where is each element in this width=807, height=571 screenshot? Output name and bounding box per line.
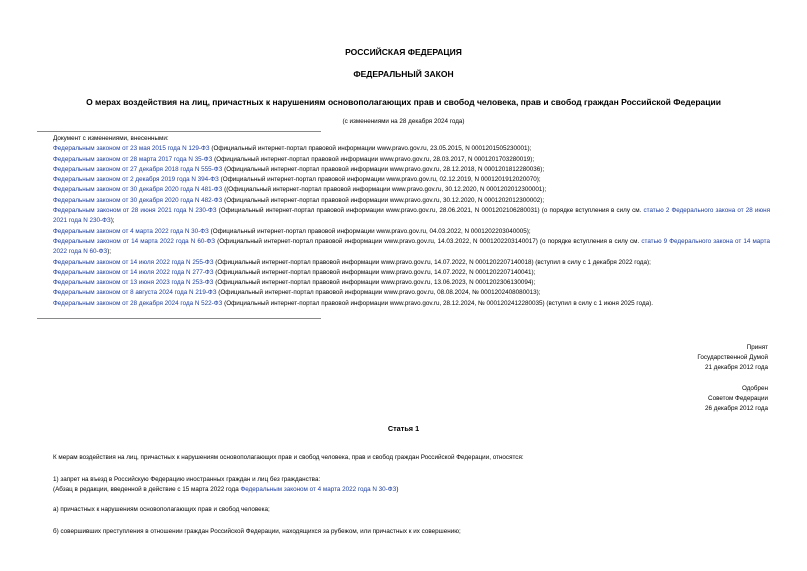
amendment-item (37, 237, 770, 258)
amendment-item (37, 144, 770, 154)
amendment-item (37, 185, 770, 195)
amendment-item (37, 258, 770, 268)
amendment-law-link[interactable]: Федеральным законом от 14 июля 2022 года N 277-ФЗ (53, 268, 214, 276)
amendment-law-link[interactable]: Федеральным законом от 4 марта 2022 года N 30-ФЗ (53, 227, 209, 235)
amendment-item (37, 278, 770, 288)
amendment-law-link[interactable]: Федеральным законом от 27 декабря 2018 года N 555-ФЗ (53, 165, 223, 173)
amendment-item (37, 196, 770, 206)
country-heading: РОССИЙСКАЯ ФЕДЕРАЦИЯ (345, 47, 462, 57)
amendment-item (37, 227, 770, 237)
note-law-link[interactable]: Федеральным законом от 4 марта 2022 года N 30-ФЗ (240, 486, 397, 494)
amendment-source: (Официальный интернет-портал правовой информации www.pravo.gov.ru, 23.05.2015, N 0001201505230001); (209, 145, 532, 153)
article-intro: К мерам воздействия на лиц, причастных к нарушениям основополагающих прав и свобод человека, прав и свобод граждан Российской Федерации, относятся: (53, 454, 524, 461)
article-heading: Статья 1 (387, 424, 420, 433)
note-suffix: ) (396, 486, 399, 494)
amendment-item (37, 299, 770, 309)
approved-label: Одобрен (741, 385, 768, 392)
amendment-source: (Официальный интернет-портал правовой информации www.pravo.gov.ru, 28.03.2017, N 0001201703280019); (212, 155, 535, 163)
amendment-item (37, 155, 770, 165)
amendment-source: (Официальный интернет-портал правовой информации www.pravo.gov.ru, 28.12.2018, N 0001201812280036); (222, 165, 545, 173)
amendment-tail: ); (107, 248, 112, 256)
doc-type-heading: ФЕДЕРАЛЬНЫЙ ЗАКОН (353, 69, 454, 79)
amendment-law-link[interactable]: Федеральным законом от 30 декабря 2020 года N 482-ФЗ (53, 196, 223, 204)
amendment-law-link[interactable]: Федеральным законом от 28 марта 2017 года N 35-ФЗ (53, 155, 213, 163)
amendment-source: (Официальный интернет-портал правовой информации www.pravo.gov.ru, 28.12.2024, № 0001202412280035) (вступил в силу с 1 июня 2025 года). (222, 299, 653, 307)
bottom-divider (37, 318, 321, 319)
amendment-source: (Официальный интернет-портал правовой информации www.pravo.gov.ru, 04.03.2022, N 0001202203040005); (208, 227, 531, 235)
amendment-law-link[interactable]: Федеральным законом от 13 июня 2023 года N 253-ФЗ (53, 279, 214, 287)
top-divider (37, 131, 321, 132)
approved-by: Советом Федерации (708, 395, 768, 403)
approved-date: 26 декабря 2012 года (705, 405, 768, 413)
changes-note: (с изменениями на 28 декабря 2024 года) (342, 118, 465, 125)
amendment-law-link[interactable]: Федеральным законом от 2 декабря 2019 года N 394-ФЗ (53, 176, 219, 184)
amendment-item (37, 175, 770, 185)
article-point-a: а) причастных к нарушениям основополагающих прав и свобод человека; (53, 506, 270, 513)
amendment-source: (Официальный интернет-портал правовой информации www.pravo.gov.ru, 30.12.2020, N 0001202012300002); (222, 196, 545, 204)
entry-into-force-link[interactable]: статью 9 Федерального закона от 14 марта 2022 года N 60-ФЗ (53, 237, 770, 256)
approval-info (705, 384, 768, 415)
amendment-law-link[interactable]: Федеральным законом от 14 июля 2022 года N 255-ФЗ (53, 258, 214, 266)
adoption-info (697, 343, 768, 374)
amendment-source: (Официальный интернет-портал правовой информации www.pravo.gov.ru, 14.03.2022, N 0001202203140017) (о порядке вступления в силу см. (215, 237, 642, 245)
amendment-source: ((Официальный интернет-портал правовой информации www.pravo.gov.ru, 30.12.2020, N 0001202012300001); (222, 186, 547, 194)
adopted-by: Государственной Думой (697, 354, 768, 362)
adopted-date: 21 декабря 2012 года (705, 364, 768, 372)
article-point-1 (53, 475, 770, 496)
amendment-tail: ); (110, 217, 115, 225)
amendment-law-link[interactable]: Федеральным законом от 23 мая 2015 года N 129-ФЗ (53, 145, 210, 153)
amendment-source: (Официальный интернет-портал правовой информации www.pravo.gov.ru, 13.06.2023, N 0001202306130094); (213, 279, 536, 287)
amendments-block (37, 134, 770, 309)
amendment-source: (Официальный интернет-портал правовой информации www.pravo.gov.ru, 14.07.2022, N 0001202207140018) (вступил в силу с 1 декабря 2022 года); (213, 258, 651, 266)
entry-into-force-link[interactable]: статью 2 Федерального закона от 28 июня 2021 года N 230-ФЗ (53, 207, 770, 225)
point-1-text: 1) запрет на въезд в Российскую Федерацию иностранных граждан и лиц без гражданства: (53, 476, 321, 483)
law-title: О мерах воздействия на лиц, причастных к нарушениям основополагающих прав и свобод человека, прав и свобод граждан Российской Федерации (86, 97, 721, 107)
amendment-item (37, 288, 770, 298)
adopted-label: Принят (746, 344, 768, 351)
amendment-law-link[interactable]: Федеральным законом от 30 декабря 2020 года N 481-ФЗ (53, 186, 223, 194)
amendments-list (37, 144, 770, 309)
amendment-law-link[interactable]: Федеральным законом от 28 декабря 2024 года N 522-ФЗ (53, 299, 223, 307)
note-prefix: (Абзац в редакции, введенной в действие с 15 марта 2022 года (53, 486, 241, 494)
amendment-source: (Официальный интернет-портал правовой информации www.pravo.gov.ru, 02.12.2019, N 0001201912020070); (218, 176, 541, 184)
amendment-source: (Официальный интернет-портал правовой информации www.pravo.gov.ru, 28.06.2021, N 0001202106280031) (о порядке вступления в силу см. (216, 207, 644, 215)
point-1-note (53, 485, 770, 495)
amendment-item (37, 206, 770, 227)
amendment-item (37, 165, 770, 175)
amendment-law-link[interactable]: Федеральным законом от 8 августа 2024 года N 219-ФЗ (53, 289, 217, 297)
amendments-intro: Документ с изменениями, внесенными: (53, 135, 169, 142)
amendment-source: (Официальный интернет-портал правовой информации www.pravo.gov.ru, 14.07.2022, N 0001202207140041); (213, 268, 536, 276)
amendment-law-link[interactable]: Федеральным законом от 28 июня 2021 года N 230-ФЗ (53, 207, 217, 215)
amendment-item (37, 268, 770, 278)
article-point-b: б) совершивших преступления в отношении граждан Российской Федерации, находящихся за рубежом, или причастных к их совершению; (53, 528, 461, 535)
amendment-law-link[interactable]: Федеральным законом от 14 марта 2022 года N 60-ФЗ (53, 237, 216, 245)
amendment-source: (Официальный интернет-портал правовой информации www.pravo.gov.ru, 08.08.2024, № 0001202408080013); (216, 289, 541, 297)
